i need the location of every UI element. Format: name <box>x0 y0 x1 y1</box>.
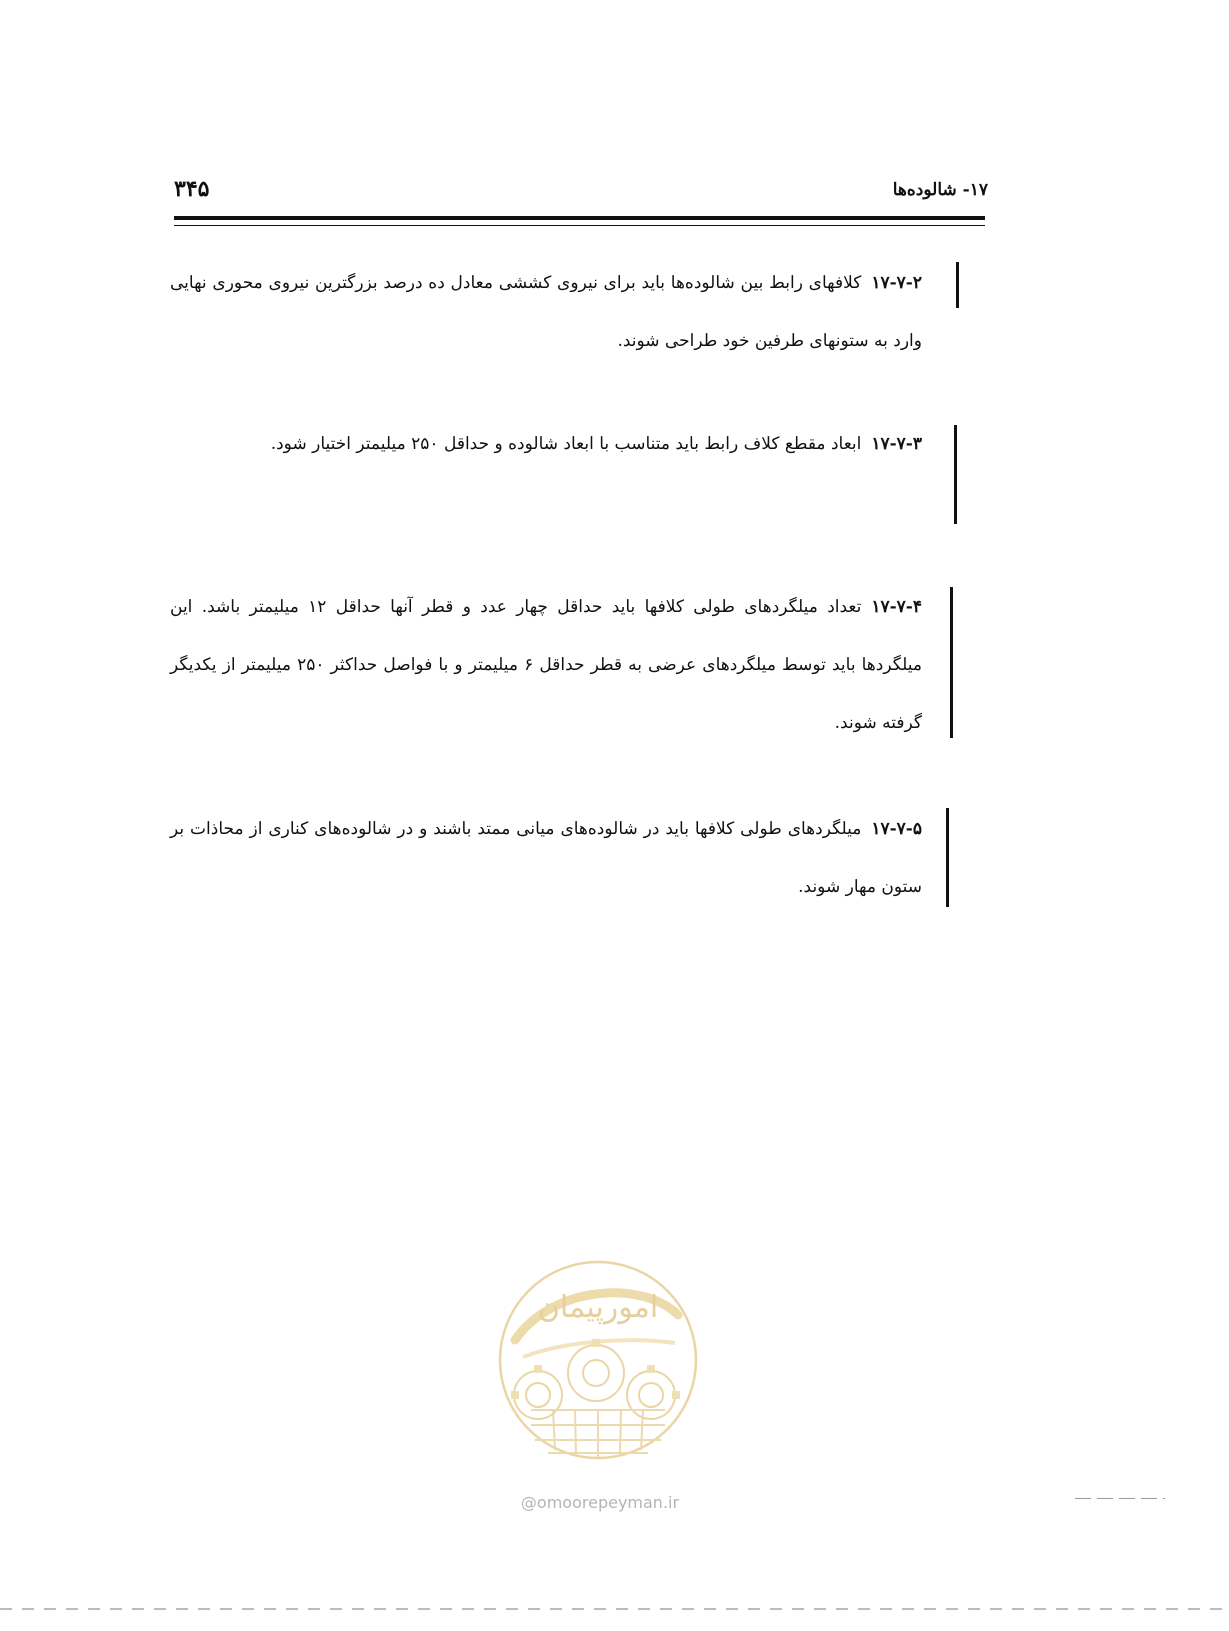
header-rule-thin <box>174 225 985 226</box>
clause-number: ۱۷-۷-۲ <box>871 273 922 293</box>
watermark-logo-text: امورپیمان <box>537 1290 659 1325</box>
header-rule-thick <box>174 216 985 220</box>
change-bar <box>950 587 953 738</box>
watermark-url: @omoorepeyman.ir <box>520 1493 680 1512</box>
chapter-title: ۱۷- شالوده‌ها <box>892 180 988 200</box>
scan-artifact-dash <box>1075 1498 1165 1499</box>
clause-text: میلگردهای طولی کلافها باید در شالوده‌های میانی ممتد باشند و در شالوده‌های کناری از محاذات بر ستون مهار شوند. <box>170 819 922 897</box>
clause-text: ابعاد مقطع کلاف رابط باید متناسب با ابعاد شالوده و حداقل ۲۵۰ میلیمتر اختیار شود. <box>270 434 862 454</box>
clause-text: کلافهای رابط بین شالوده‌ها باید برای نیروی کششی معادل ده درصد بزرگترین نیروی محوری نهایی وارد به ستونهای طرفین خود طراحی شوند. <box>170 273 922 351</box>
clause-17-7-3 <box>170 415 922 473</box>
change-bar <box>956 262 959 308</box>
clause-17-7-4 <box>170 578 922 752</box>
clause-17-7-2 <box>170 254 922 370</box>
at-icon: @ <box>520 1493 537 1512</box>
scan-artifact-border <box>0 1608 1229 1610</box>
change-bar <box>954 425 957 524</box>
clause-number: ۱۷-۷-۴ <box>871 597 922 617</box>
watermark-logo <box>493 1245 703 1500</box>
clause-number: ۱۷-۷-۵ <box>871 819 922 839</box>
clause-text: تعداد میلگردهای طولی کلافها باید حداقل چهار عدد و قطر آنها حداقل ۱۲ میلیمتر باشد. این میلگردها باید توسط میلگردهای عرضی به قطر حداقل ۶ میلیمتر و با فواصل حداکثر ۲۵۰ میلیمتر از یکدیگر گرفته شوند. <box>170 597 922 733</box>
page-number: ۳۴۵ <box>174 176 210 202</box>
clause-17-7-5 <box>170 800 922 916</box>
clause-number: ۱۷-۷-۳ <box>871 434 922 454</box>
change-bar <box>946 808 949 907</box>
